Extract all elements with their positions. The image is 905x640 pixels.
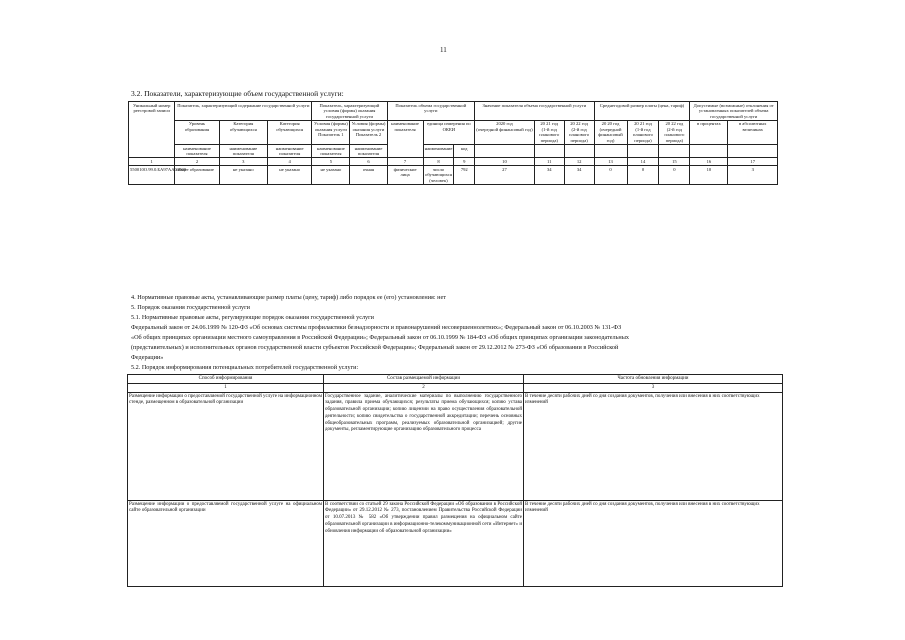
header-allowed-deviation: Допустимые (возможные) отклонения от установленных показателей объема государственной услуги: [690, 102, 778, 121]
information-table: [127, 374, 783, 587]
column-number: 11: [534, 158, 564, 166]
cell-fee-2020: 0: [594, 166, 627, 185]
header-indicator-name: наименование показателя: [387, 120, 423, 158]
header-conditions-form-2: Условия (формы) оказания услуги Показатель 2: [350, 120, 387, 144]
empty-cell: [564, 145, 594, 158]
empty-cell: [690, 145, 728, 158]
column-number: 12: [564, 158, 594, 166]
header-in-absolute: в абсолютных величинах: [728, 120, 778, 144]
header-row-3: [129, 145, 778, 158]
column-number: 4: [268, 158, 312, 166]
info-content-cell: Государственное задание, аналитические материалы по выполнению государственного задания, правила приема обучающихся; результаты приема обучающихся; копию устава образовательной организации; копию лицензии на право осуществления образовательной деятельности; копию свидетельства о государственной аккредитации; перечень основных общеобразовательных программ, реализуемых образовательной организацией; другие документы, регламентирующие организацию образовательного процесса: [324, 393, 524, 501]
info-content-cell: В соответствии со статьей 29 закона Российской Федерации «Об образовании в Российской Федерации» от 29.12.2012 № 273, постановлением Правительства Российской Федерации от 10.07.2013 № 582 «Об утверждении правил размещения на официальном сайте образовательной организации в информационно-телекоммуникационной сети «Интернет» и обновления информации об образовательной организации»: [324, 501, 524, 587]
cell-category-1: не указано: [219, 166, 267, 185]
header-unit-name: наименование: [423, 145, 454, 158]
column-number: 10: [475, 158, 535, 166]
header-volume-indicator: Показатель объема государственной услуги: [387, 102, 475, 121]
page-number: 11: [440, 46, 447, 54]
paragraph-5-1-line-4: Федерации»: [131, 354, 164, 361]
cell-value-2021: 34: [534, 166, 564, 185]
column-number: 9: [454, 158, 475, 166]
column-number: 16: [690, 158, 728, 166]
info-row: [128, 393, 783, 501]
header-sub-indicator-name-2: наименование показателя: [219, 145, 267, 158]
cell-indicator-name: физические лица: [387, 166, 423, 185]
section-3-2-title: 3.2. Показатели, характеризующие объем государственной услуги:: [131, 89, 344, 98]
cell-deviation-percent: 10: [690, 166, 728, 185]
empty-cell: [659, 145, 690, 158]
cell-value-2020: 27: [475, 166, 535, 185]
info-frequency-cell: В течение десяти рабочих дней со дня создания документов, получения или внесения в них соответствующих изменений: [524, 393, 783, 501]
column-number: 8: [423, 158, 454, 166]
header-unit-code: код: [454, 145, 475, 158]
header-level-education: Уровень образования: [175, 120, 219, 144]
volume-indicators-table: [128, 101, 778, 185]
cell-education-level: общее образование: [175, 166, 219, 185]
empty-cell: [728, 145, 778, 158]
cell-category-2: не указано: [268, 166, 312, 185]
info-row: [128, 501, 783, 587]
empty-cell: [627, 145, 659, 158]
column-numbers-row: [129, 158, 778, 166]
empty-cell: [475, 145, 535, 158]
header-unique-number: Уникальный номер реестровой записи: [129, 102, 175, 158]
column-number: 7: [387, 158, 423, 166]
column-number: 17: [728, 158, 778, 166]
header-sub-indicator-name-5: наименование показателя: [350, 145, 387, 158]
column-number: 2: [175, 158, 219, 166]
header-info-content: Состав размещаемой информации: [324, 375, 524, 384]
column-number: 2: [324, 384, 524, 393]
header-fee-2022-year: 20 22 год (2-й год планового периода): [659, 120, 690, 144]
header-2020-year: 2020 год (очередной финансовый год): [475, 120, 535, 144]
header-sub-indicator-name-4: наименование показателя: [312, 145, 350, 158]
cell-condition-1: не указано: [312, 166, 350, 185]
column-number: 1: [128, 384, 324, 393]
column-number: 3: [219, 158, 267, 166]
header-average-fee: Среднегодовой размер платы (цена, тариф): [594, 102, 690, 121]
header-category-students-2: Категория обучающихся: [268, 120, 312, 144]
paragraph-5-1: 5.1. Нормативные правовые акты, регулирующие порядок оказания государственной услуги: [131, 314, 374, 321]
header-2022-year: 20 22 год (2-й год планового периода): [564, 120, 594, 144]
info-method-cell: Размещение информации о предоставляемой государственной услуге на официальном сайте образовательной организации: [128, 501, 324, 587]
column-number: 15: [659, 158, 690, 166]
empty-cell: [534, 145, 564, 158]
header-conditions-indicator: Показатель, характеризующий условия (формы) оказания государственной услуги: [312, 102, 387, 121]
paragraph-5-1-line-1: Федеральный закон от 24.06.1999 № 120-ФЗ «Об основах системы профилактики безнадзорности и правонарушений несовершеннолетних»; Федеральный закон от 06.10.2003 № 131-ФЗ: [131, 324, 622, 331]
column-number: 13: [594, 158, 627, 166]
empty-cell: [594, 145, 627, 158]
header-volume-values: Значение показателя объема государственной услуги: [475, 102, 594, 121]
header-info-method: Способ информирования: [128, 375, 324, 384]
column-number: 1: [129, 158, 175, 166]
header-row-2: [129, 120, 778, 144]
column-number: 5: [312, 158, 350, 166]
header-2021-year: 20 21 год (1-й год планового периода): [534, 120, 564, 144]
header-category-students-1: Категория обучающихся: [219, 120, 267, 144]
cell-fee-2022: 0: [659, 166, 690, 185]
cell-condition-2: очная: [350, 166, 387, 185]
cell-unit-name: число обучающихся (человек): [423, 166, 454, 185]
cell-value-2022: 34: [564, 166, 594, 185]
paragraph-4: 4. Нормативные правовые акты, устанавливающие размер платы (цену, тариф) либо порядок ее (его) установления: нет: [131, 294, 446, 301]
header-sub-indicator-name-1: наименование показателя: [175, 145, 219, 158]
paragraph-5-1-line-3: (представительных) и исполнительных органов государственной власти субъектов Российской Федерации»; Федеральный закон от 29.12.2012 № 273-ФЗ «Об образовании в Российской: [131, 344, 619, 351]
cell-unit-code: 792: [454, 166, 475, 185]
info-method-cell: Размещение информации о предоставляемой государственной услуге на информационном стенде, размещенном в образовательной организации: [128, 393, 324, 501]
header-conditions-form-1: Условия (формы) оказания услуги Показатель 1: [312, 120, 350, 144]
header-row-1: [129, 102, 778, 121]
cell-deviation-absolute: 3: [728, 166, 778, 185]
info-frequency-cell: В течение десяти рабочих дней со дня создания документов, получения или внесения в них соответствующих изменений: [524, 501, 783, 587]
column-number: 3: [524, 384, 783, 393]
data-row: [129, 166, 778, 185]
info-header-row: [128, 375, 783, 384]
cell-registry-number: 550010О.99.0.БА97АА03000: [129, 166, 175, 185]
paragraph-5: 5. Порядок оказания государственной услуги: [131, 304, 250, 311]
header-fee-2020-year: 20 20 год (очередной финансовый год): [594, 120, 627, 144]
paragraph-5-1-line-2: «Об общих принципах организации местного самоуправления в Российской Федерации»; Федеральный закон от 06.10.1999 № 184-ФЗ «Об общих принципах организации законодательных: [131, 334, 629, 341]
info-number-row: [128, 384, 783, 393]
cell-fee-2021: 0: [627, 166, 659, 185]
header-info-frequency: Частота обновления информации: [524, 375, 783, 384]
header-sub-indicator-name-3: наименование показателя: [268, 145, 312, 158]
header-in-percent: в процентах: [690, 120, 728, 144]
column-number: 6: [350, 158, 387, 166]
paragraph-5-2: 5.2. Порядок информирования потенциальных потребителей государственной услуги:: [131, 364, 359, 371]
column-number: 14: [627, 158, 659, 166]
header-fee-2021-year: 20 21 год (1-й год планового периода): [627, 120, 659, 144]
header-unit-okei: единица измерения по ОКЕИ: [423, 120, 475, 144]
header-content-indicator: Показатель, характеризующий содержание государственной услуги: [175, 102, 312, 121]
